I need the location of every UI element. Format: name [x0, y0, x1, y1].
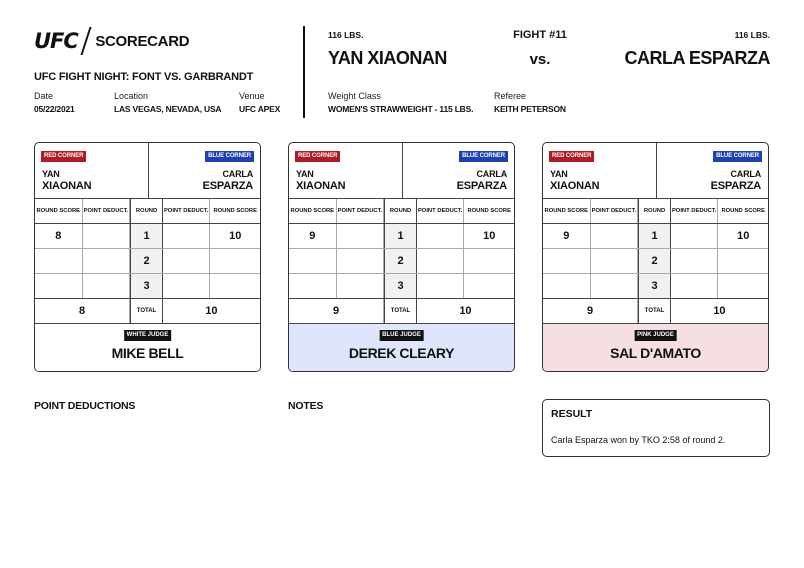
total-row [289, 299, 514, 324]
red-round-score: 9 [543, 224, 591, 248]
referee-value: KEITH PETERSON [494, 104, 566, 114]
blue-fighter-weight: 116 LBS. [734, 30, 770, 40]
red-first-name: YAN [296, 169, 314, 179]
red-point-deduct [591, 224, 639, 248]
red-point-deduct [591, 274, 639, 298]
blue-point-deduct [417, 249, 465, 273]
weight-class-label: Weight Class [328, 91, 381, 101]
header-blue-round-score: ROUND SCORE [467, 207, 511, 214]
total-label: TOTAL [130, 299, 163, 323]
judge-color-tag: PINK JUDGE [634, 330, 677, 341]
blue-point-deduct [163, 249, 211, 273]
notes-title: NOTES [288, 400, 324, 412]
fight-number: FIGHT #11 [513, 29, 567, 41]
red-round-score [35, 249, 83, 273]
round-number: 3 [638, 274, 671, 298]
red-first-name: YAN [550, 169, 568, 179]
header-blue-point-deduct: POINT DEDUCT. [417, 199, 465, 223]
result-text: Carla Esparza won by TKO 2:58 of round 2. [551, 435, 726, 445]
blue-fighter-name: CARLA ESPARZA [624, 48, 770, 68]
red-corner-badge: RED CORNER [295, 151, 340, 162]
header-blue-point-deduct: POINT DEDUCT. [163, 199, 211, 223]
event-name: UFC FIGHT NIGHT: FONT VS. GARBRANDT [34, 71, 254, 83]
blue-round-score [210, 274, 260, 298]
round-number: 2 [130, 249, 163, 273]
blue-corner-badge: BLUE CORNER [459, 151, 508, 162]
red-total: 9 [289, 299, 384, 323]
header-divider [303, 26, 305, 118]
red-total: 8 [35, 299, 130, 323]
blue-round-score [718, 249, 768, 273]
document-title: SCORECARD [95, 32, 190, 50]
score-grid [543, 199, 768, 324]
total-row [543, 299, 768, 324]
brand-divider [80, 27, 91, 55]
round-number: 3 [384, 274, 417, 298]
blue-first-name: CARLA [730, 169, 761, 179]
blue-round-score: 10 [737, 230, 750, 242]
result-title: RESULT [551, 408, 593, 420]
round-row [35, 274, 260, 299]
red-point-deduct [337, 224, 385, 248]
red-last-name: XIAONAN [550, 180, 600, 192]
judge-name: DEREK CLEARY [348, 345, 455, 361]
judge-footer [35, 324, 260, 372]
round-row [289, 274, 514, 299]
corner-divider [148, 143, 149, 199]
weight-class-value: WOMEN'S STRAWWEIGHT - 115 LBS. [328, 104, 474, 114]
venue-value: UFC APEX [239, 104, 281, 114]
red-point-deduct [83, 274, 131, 298]
red-point-deduct [591, 249, 639, 273]
date-value: 05/22/2021 [34, 104, 75, 114]
red-round-score [543, 274, 591, 298]
blue-first-name: CARLA [476, 169, 507, 179]
red-round-score [543, 249, 591, 273]
location-label: Location [114, 91, 149, 101]
round-row [543, 274, 768, 299]
red-round-score: 9 [289, 224, 337, 248]
score-grid [35, 199, 260, 324]
blue-round-score [464, 249, 514, 273]
red-total: 9 [543, 299, 638, 323]
red-round-score [35, 274, 83, 298]
result-box [542, 399, 770, 457]
blue-point-deduct [417, 224, 465, 248]
header-red-point-deduct: POINT DEDUCT. [591, 199, 639, 223]
score-header-row [543, 199, 768, 224]
header-round: ROUND [638, 199, 671, 223]
judge-name: SAL D'AMATO [610, 345, 701, 361]
location-value: LAS VEGAS, NEVADA, USA [114, 104, 222, 114]
score-header-row [289, 199, 514, 224]
header-blue-round-score: ROUND SCORE [213, 207, 257, 214]
judge-color-tag: BLUE JUDGE [379, 330, 424, 341]
blue-point-deduct [671, 224, 719, 248]
blue-point-deduct [163, 274, 211, 298]
corner-header [35, 143, 260, 199]
score-grid [289, 199, 514, 324]
score-header-row [35, 199, 260, 224]
red-last-name: XIAONAN [42, 180, 92, 192]
judge-footer [543, 324, 768, 372]
blue-point-deduct [417, 274, 465, 298]
blue-total: 10 [205, 305, 218, 317]
date-label: Date [34, 91, 54, 101]
header-red-round-score: ROUND SCORE [289, 199, 337, 223]
blue-point-deduct [671, 249, 719, 273]
total-label: TOTAL [638, 299, 671, 323]
judge-scorecard-1 [34, 142, 261, 372]
round-number: 2 [384, 249, 417, 273]
header-blue-round-score: ROUND SCORE [721, 207, 765, 214]
blue-point-deduct [163, 224, 211, 248]
judge-scorecard-2 [288, 142, 515, 372]
red-point-deduct [83, 224, 131, 248]
round-number: 1 [130, 224, 163, 248]
red-fighter-name: YAN XIAONAN [328, 48, 447, 68]
blue-round-score: 10 [229, 230, 242, 242]
header-round: ROUND [384, 199, 417, 223]
blue-point-deduct [671, 274, 719, 298]
blue-last-name: ESPARZA [202, 180, 253, 192]
red-round-score [289, 274, 337, 298]
corner-divider [402, 143, 403, 199]
red-last-name: XIAONAN [296, 180, 346, 192]
red-point-deduct [337, 249, 385, 273]
header-red-round-score: ROUND SCORE [35, 199, 83, 223]
judge-name: MIKE BELL [111, 345, 184, 361]
red-fighter-weight: 116 LBS. [328, 30, 364, 40]
red-round-score: 8 [35, 224, 83, 248]
blue-corner-badge: BLUE CORNER [713, 151, 762, 162]
point-deductions-title: POINT DEDUCTIONS [34, 400, 136, 412]
red-corner-badge: RED CORNER [41, 151, 86, 162]
total-row [35, 299, 260, 324]
header-red-point-deduct: POINT DEDUCT. [83, 199, 131, 223]
blue-round-score [464, 274, 514, 298]
round-row [289, 224, 514, 249]
round-number: 1 [384, 224, 417, 248]
blue-last-name: ESPARZA [456, 180, 507, 192]
blue-last-name: ESPARZA [710, 180, 761, 192]
red-corner-badge: RED CORNER [549, 151, 594, 162]
corner-header [289, 143, 514, 199]
round-number: 3 [130, 274, 163, 298]
round-row [543, 224, 768, 249]
judge-color-tag: WHITE JUDGE [124, 330, 172, 341]
blue-total: 10 [713, 305, 726, 317]
header-red-point-deduct: POINT DEDUCT. [337, 199, 385, 223]
venue-label: Venue [239, 91, 265, 101]
blue-total: 10 [459, 305, 472, 317]
ufc-logo: UFC [34, 29, 78, 53]
versus-label: vs. [529, 51, 551, 68]
round-number: 2 [638, 249, 671, 273]
blue-round-score [210, 249, 260, 273]
judge-scorecard-3 [542, 142, 769, 372]
red-point-deduct [83, 249, 131, 273]
red-first-name: YAN [42, 169, 60, 179]
round-row [543, 249, 768, 274]
total-label: TOTAL [384, 299, 417, 323]
round-row [35, 224, 260, 249]
brand-header [34, 26, 189, 56]
header-round: ROUND [130, 199, 163, 223]
referee-label: Referee [494, 91, 527, 101]
round-row [35, 249, 260, 274]
corner-divider [656, 143, 657, 199]
corner-header [543, 143, 768, 199]
round-row [289, 249, 514, 274]
red-point-deduct [337, 274, 385, 298]
red-round-score [289, 249, 337, 273]
header-red-round-score: ROUND SCORE [543, 199, 591, 223]
header-blue-point-deduct: POINT DEDUCT. [671, 199, 719, 223]
blue-first-name: CARLA [222, 169, 253, 179]
blue-corner-badge: BLUE CORNER [205, 151, 254, 162]
blue-round-score: 10 [483, 230, 496, 242]
round-number: 1 [638, 224, 671, 248]
judge-footer [289, 324, 514, 372]
blue-round-score [718, 274, 768, 298]
